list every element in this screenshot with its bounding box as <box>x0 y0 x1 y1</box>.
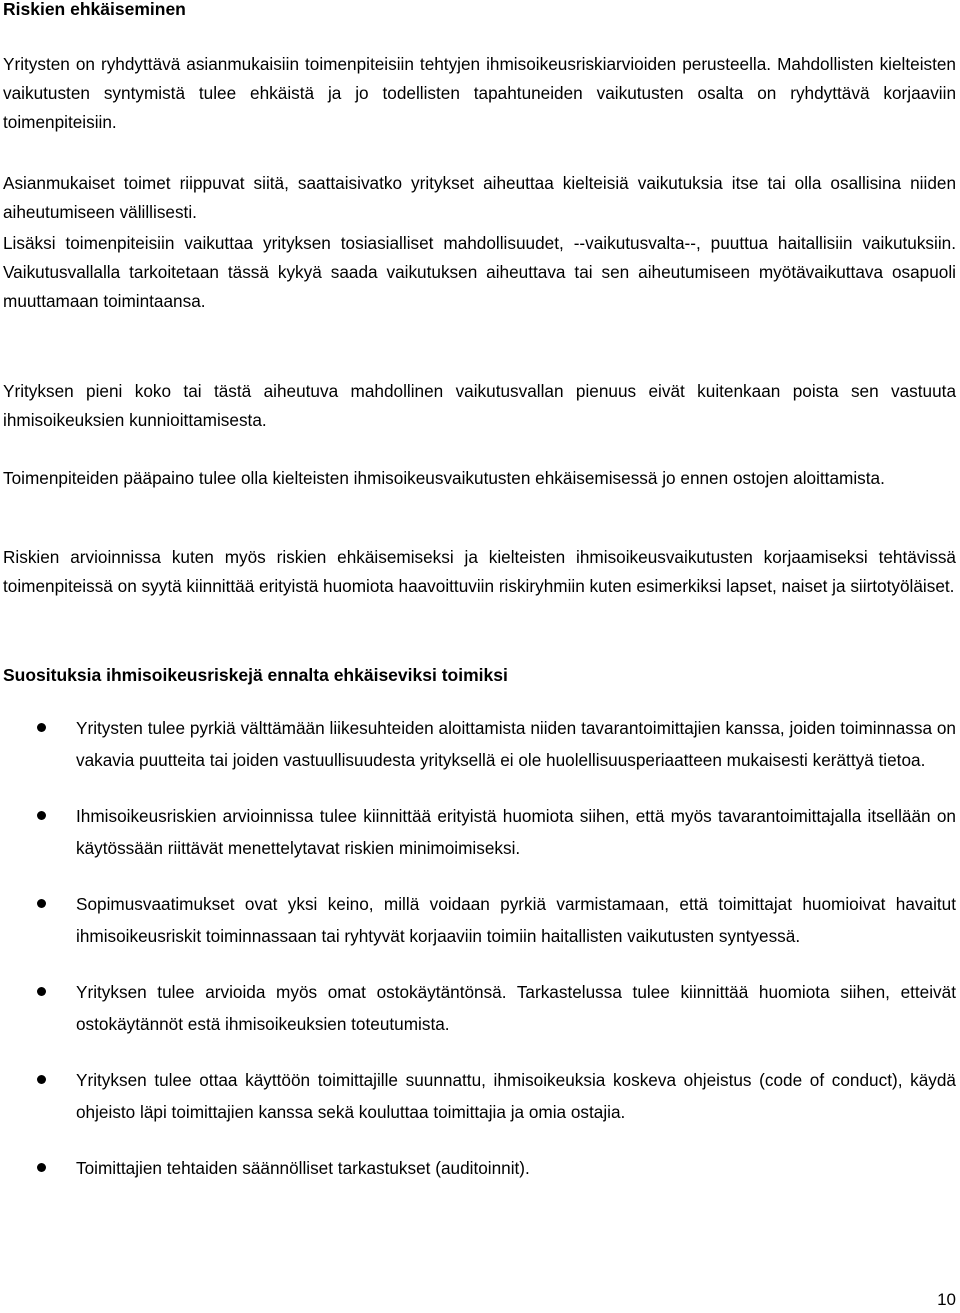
bullet-icon <box>37 723 46 732</box>
bullet-icon <box>37 987 46 996</box>
paragraph-1: Yritysten on ryhdyttävä asianmukaisiin toimenpiteisiin tehtyjen ihmisoikeusriskiarvioiden perusteella. Mahdollisten kielteisten vaikutusten syntymistä tulee ehkäistä ja jo todellisten tapahtuneiden vaikutusten osalta on ryhdyttävä korjaaviin toimenpiteisiin. <box>3 54 956 132</box>
list-item <box>3 888 956 952</box>
list-item-text: Toimittajien tehtaiden säännölliset tarkastukset (auditoinnit). <box>76 1158 530 1178</box>
page-number: 10 <box>937 1290 956 1309</box>
paragraph-5: Toimenpiteiden pääpaino tulee olla kielteisten ihmisoikeusvaikutusten ehkäisemisessä jo ennen ostojen aloittamista. <box>3 468 885 488</box>
list-item <box>3 1152 956 1184</box>
recommendations-heading: Suosituksia ihmisoikeusriskejä ennalta ehkäiseviksi toimiksi <box>3 665 508 685</box>
list-item <box>3 800 956 864</box>
bullet-icon <box>37 811 46 820</box>
list-item-text: Sopimusvaatimukset ovat yksi keino, millä voidaan pyrkiä varmistamaan, että toimittajat huomioivat havaitut ihmisoikeusriskit toiminnassaan tai ryhtyvät korjaaviin toimiin haitallisten vaikutusten syntyessä. <box>76 894 956 946</box>
list-item-text: Yrityksen tulee arvioida myös omat ostokäytäntönsä. Tarkastelussa tulee kiinnittää huomiota siihen, etteivät ostokäytännöt estä ihmisoikeuksien toteutumista. <box>76 982 956 1034</box>
bullet-icon <box>37 1163 46 1172</box>
section-title: Riskien ehkäiseminen <box>3 0 186 19</box>
list-item <box>3 976 956 1040</box>
list-item-text: Yrityksen tulee ottaa käyttöön toimittajille suunnattu, ihmisoikeuksia koskeva ohjeistus (code of conduct), käydä ohjeisto läpi toimittajien kanssa sekä kouluttaa toimittajia ja omia ostajia. <box>76 1070 956 1122</box>
paragraph-6: Riskien arvioinnissa kuten myös riskien ehkäisemiseksi ja kielteisten ihmisoikeusvaikutusten korjaamiseksi tehtävissä toimenpiteissä on syytä kiinnittää erityistä huomiota haavoittuviin riskiryhmiin kuten esimerkiksi lapset, naiset ja siirtotyöläiset. <box>3 547 956 596</box>
list-item-text: Ihmisoikeusriskien arvioinnissa tulee kiinnittää erityistä huomiota siihen, että myös tavarantoimittajalla itsellään on käytössään riittävät menettelytavat riskien minimoimiseksi. <box>76 806 956 858</box>
paragraph-2: Asianmukaiset toimet riippuvat siitä, saattaisivatko yritykset aiheuttaa kielteisiä vaikutuksia itse tai olla osallisina niiden aiheutumiseen välillisesti. <box>3 173 956 222</box>
paragraph-3: Lisäksi toimenpiteisiin vaikuttaa yrityksen tosiasialliset mahdollisuudet, --vaikutusvalta--, puuttua haitallisiin vaikutuksiin. Vaikutusvallalla tarkoitetaan tässä kykyä saada vaikutuksen aiheuttava tai sen aiheutumiseen myötävaikuttava osapuoli muuttamaan toimintaansa. <box>3 233 956 311</box>
bullet-icon <box>37 899 46 908</box>
list-item-text: Yritysten tulee pyrkiä välttämään liikesuhteiden aloittamista niiden tavarantoimittajien kanssa, joiden toiminnassa on vakavia puutteita tai joiden vastuullisuudesta yrityksellä ei ole huolellisuusperiaatteen mukaisesti kerättyä tietoa. <box>76 718 956 770</box>
paragraph-4: Yrityksen pieni koko tai tästä aiheutuva mahdollinen vaikutusvallan pienuus eivät kuitenkaan poista sen vastuuta ihmisoikeuksien kunnioittamisesta. <box>3 381 956 430</box>
list-item <box>3 1064 956 1128</box>
list-item <box>3 712 956 776</box>
recommendations-list <box>3 712 956 1208</box>
bullet-icon <box>37 1075 46 1084</box>
